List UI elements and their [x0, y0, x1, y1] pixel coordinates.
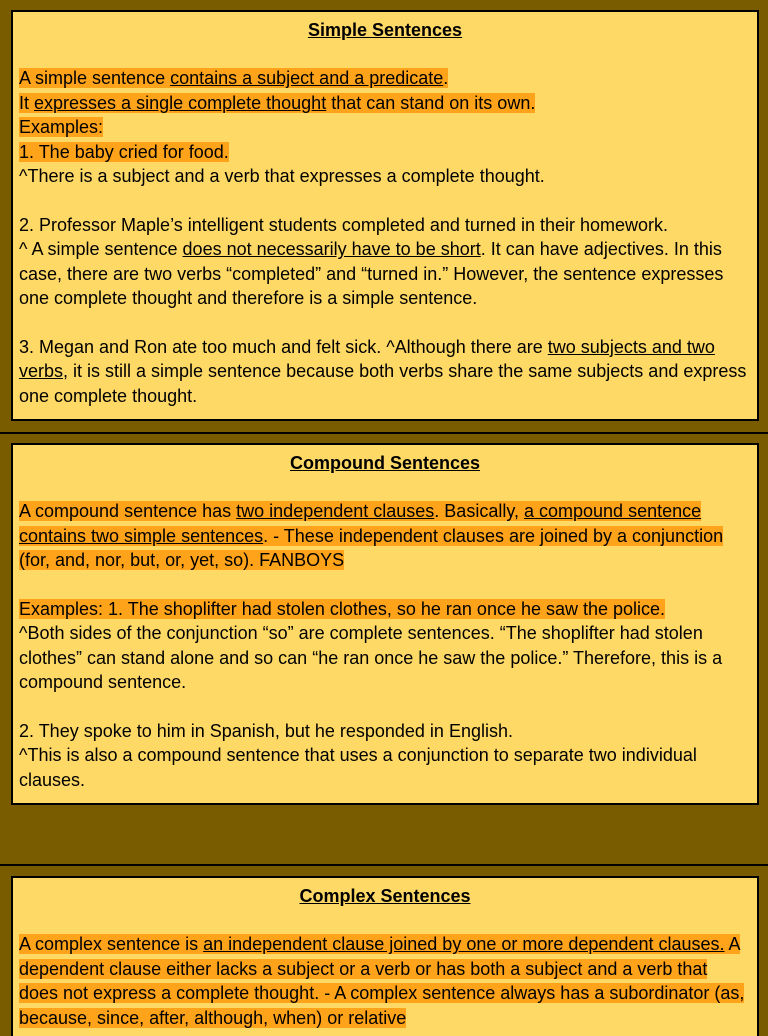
spacer: [19, 310, 751, 334]
highlight: A compound sentence has two independent clauses. Basically, a compound sentence contains two simple sentences. - These independent clauses are joined by a conjunction (for, and, nor, but, or, yet, so). FANBOYS: [19, 501, 724, 571]
simple-example-2: 2. Professor Maple’s intelligent students completed and turned in their homework.: [19, 214, 669, 235]
spacer: [19, 695, 751, 719]
section-divider: [0, 432, 768, 434]
spacer: [19, 573, 751, 597]
examples-label: Examples:: [19, 117, 104, 138]
highlight: It expresses a single complete thought that can stand on its own.: [19, 92, 536, 113]
simple-example-1: 1. The baby cried for food.: [19, 141, 229, 162]
simple-definition: [19, 66, 751, 90]
compound-sentences-card: [11, 443, 759, 805]
simple-example-3: 3. Megan and Ron ate too much and felt sick. ^Although there are two subjects and two verbs, it is still a simple sentence because both verbs share the same subjects and express one complete thought.: [19, 336, 747, 406]
complex-definition: [19, 932, 751, 1030]
complex-sentences-title: Complex Sentences: [299, 886, 471, 906]
simple-example-1-note: ^There is a subject and a verb that expresses a complete thought.: [19, 166, 545, 187]
compound-example-1-note: ^Both sides of the conjunction “so” are complete sentences. “The shoplifter had stolen clothes” can stand alone and so can “he ran once he saw the police.” Therefore, this is a compound sentence.: [19, 623, 723, 693]
compound-example-2-note: ^This is also a compound sentence that uses a conjunction to separate two individual clauses.: [19, 745, 697, 790]
highlight: A simple sentence contains a subject and a predicate.: [19, 68, 449, 89]
simple-sentences-card: [11, 10, 759, 421]
compound-sentences-title: Compound Sentences: [289, 453, 481, 473]
section-divider: [0, 864, 768, 866]
compound-definition: [19, 499, 751, 572]
highlight: A complex sentence is an independent clause joined by one or more dependent clauses. A dependent clause either lacks a subject or a verb or has both a subject and a verb that does not express a complete thought. - A complex sentence always has a subordinator (as, because, since, after, although, when) or relative: [19, 934, 745, 1028]
complex-sentences-card: [11, 876, 759, 1036]
spacer: [19, 188, 751, 212]
simple-example-2-note: ^ A simple sentence does not necessarily have to be short. It can have adjectives. In this case, there are two verbs “completed” and “turned in.” However, the sentence expresses one complete thought and therefore is a simple sentence.: [19, 239, 724, 309]
simple-definition-2: [19, 91, 751, 115]
compound-example-1: Examples: 1. The shoplifter had stolen clothes, so he ran once he saw the police.: [19, 599, 666, 620]
simple-sentences-title: Simple Sentences: [307, 20, 463, 40]
compound-example-2: 2. They spoke to him in Spanish, but he responded in English.: [19, 721, 513, 742]
